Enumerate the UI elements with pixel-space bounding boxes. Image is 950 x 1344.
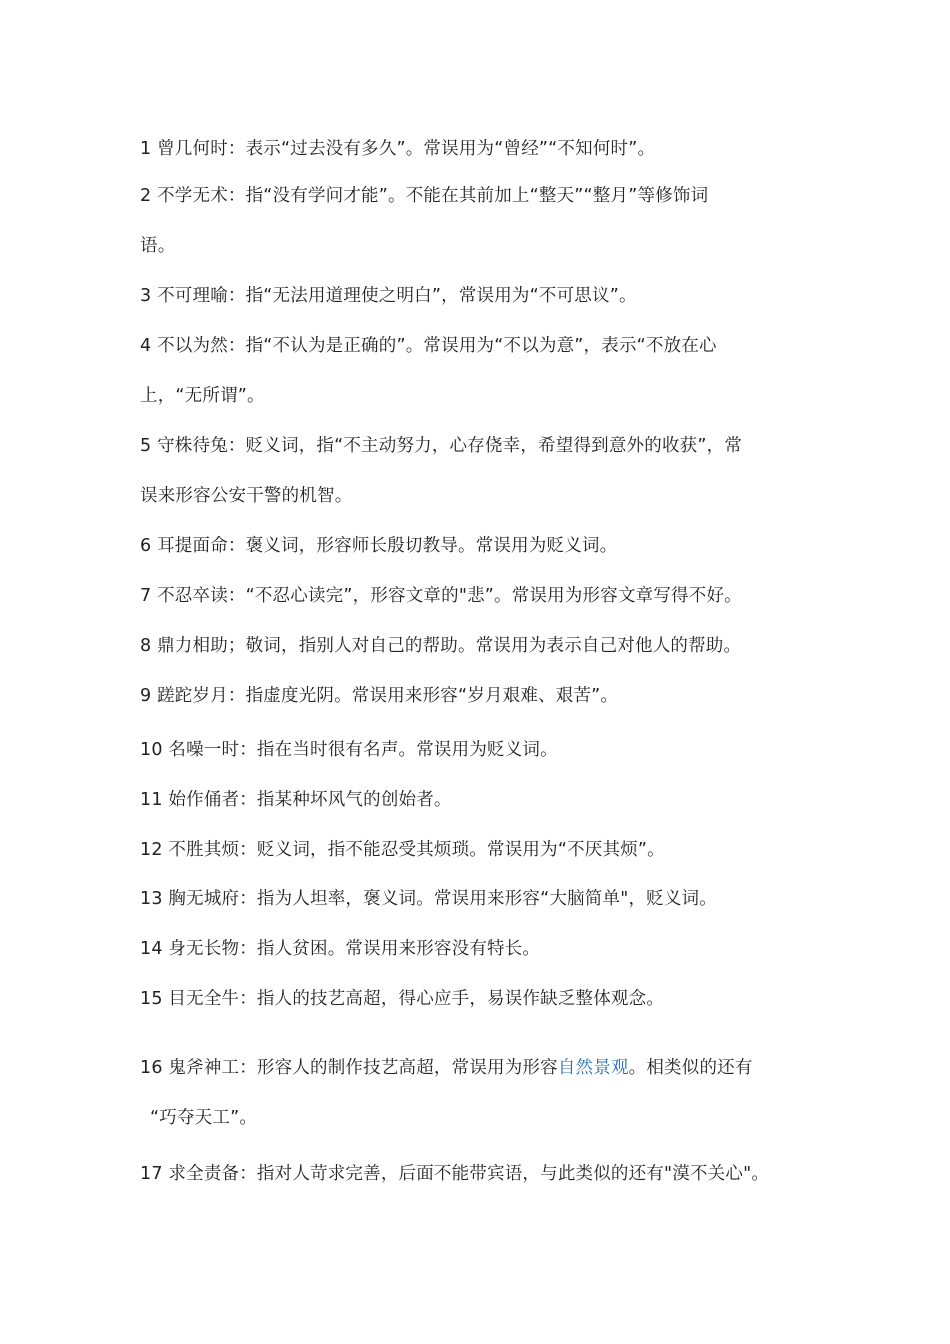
entry-16-line-1: [140, 1056, 830, 1080]
entry-16-line-2: “巧夺天工”。: [150, 1108, 258, 1128]
entry-8-line-1: 8 鼎力相助；敬词，指别人对自己的帮助。常误用为表示自己对他人的帮助。: [140, 636, 742, 656]
entry-16-text-post: 。相类似的还有: [628, 1058, 753, 1078]
entry-3-line-1: 3 不可理喻：指“无法用道理使之明白”，常误用为“不可思议”。: [140, 286, 637, 306]
entry-13-line-1: 13 胸无城府：指为人坦率，褒义词。常误用来形容“大脑简单"，贬义词。: [140, 889, 717, 909]
entry-5-line-1: 5 守株待兔：贬义词，指“不主动努力，心存侥幸，希望得到意外的收获”，常: [140, 436, 743, 456]
entry-12-line-1: 12 不胜其烦：贬义词，指不能忍受其烦琐。常误用为“不厌其烦”。: [140, 840, 665, 860]
entry-5-line-2: 误来形容公安干警的机智。: [140, 486, 353, 506]
natural-scenery-link[interactable]: 自然景观: [557, 1058, 629, 1078]
entry-10-line-1: 10 名噪一时：指在当时很有名声。常误用为贬义词。: [140, 740, 558, 760]
entry-11-line-1: 11 始作俑者：指某种坏风气的创始者。: [140, 790, 452, 810]
entry-1-line-1: 1 曾几何时：表示“过去没有多久”。常误用为“曾经”“不知何时”。: [140, 139, 656, 159]
entry-4-line-2: 上，“无所谓”。: [140, 386, 265, 406]
entry-15-line-1: 15 目无全牛：指人的技艺高超，得心应手，易误作缺乏整体观念。: [140, 989, 665, 1009]
entry-7-line-1: 7 不忍卒读：“不忍心读完”，形容文章的"悲”。常误用为形容文章写得不好。: [140, 586, 742, 606]
entry-14-line-1: 14 身无长物：指人贫困。常误用来形容没有特长。: [140, 939, 541, 959]
entry-2-line-1: 2 不学无术：指“没有学问才能”。不能在其前加上“整天”“整月”等修饰词: [140, 186, 709, 206]
entry-6-line-1: 6 耳提面命：褒义词，形容师长殷切教导。常误用为贬义词。: [140, 536, 618, 556]
entry-4-line-1: 4 不以为然：指“不认为是正确的”。常误用为“不以为意”，表示“不放在心: [140, 336, 717, 356]
entry-2-line-2: 语。: [140, 236, 176, 256]
entry-9-line-1: 9 蹉跎岁月：指虚度光阴。常误用来形容“岁月艰难、艰苦”。: [140, 686, 619, 706]
entry-16-text-pre: 16 鬼斧神工：形容人的制作技艺高超，常误用为形容: [140, 1058, 558, 1078]
entry-17-line-1: 17 求全责备：指对人苛求完善，后面不能带宾语，与此类似的还有"漠不关心"。: [140, 1164, 770, 1184]
